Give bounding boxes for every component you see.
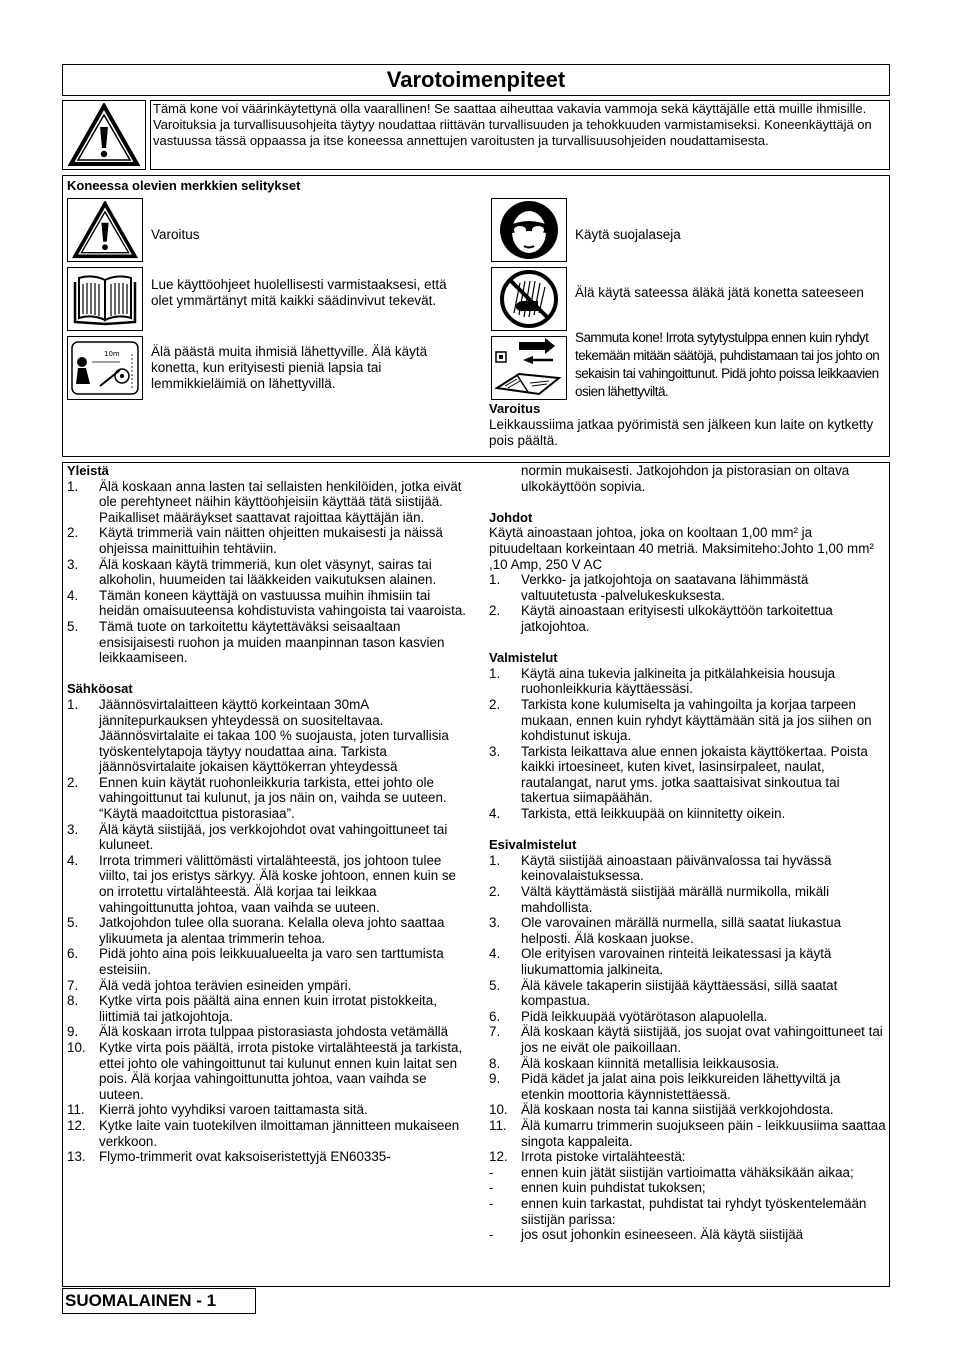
list-item-text: Tarkista leikattava alue ennen jokaista käyttökertaa. Poista kaikki irtoesineet, kuten kivet, lasinsirpaleet, naulat, rautalangat, narut yms. jotka saattaisivat sinkoutua tai takertua siimapäähän. (521, 743, 868, 806)
list-item-text: Älä koskaan kiinnitä metallisia leikkausosia. (521, 1055, 780, 1071)
list-item-number: 5. (67, 915, 79, 931)
symbol-disconnect (491, 336, 567, 400)
list-item-number: 2. (489, 603, 501, 619)
page-title: Varotoimenpiteet (62, 64, 890, 96)
symbol-rain (491, 267, 567, 331)
list-item-number: 3. (489, 915, 501, 931)
list-item (489, 1165, 887, 1181)
list-item (489, 666, 887, 697)
list-item-number: 4. (67, 587, 79, 603)
list-item-number: 9. (67, 1024, 79, 1040)
list-item (489, 1056, 887, 1072)
list-item (67, 557, 467, 588)
open-book-icon (72, 272, 138, 326)
list-item (489, 572, 887, 603)
list-item-number: 4. (489, 946, 501, 962)
list-item-text: Jäännösvirtalaitteen käyttö korkeintaan 30mA jännitepurkauksen yhteydessä on suositeltavaa. Jäännösvirtalaite ei takaa 100 % suojausta, joten turvallisia työskentelytapoja täytyy noudattaa aina. Tarkista jäännösvirtalaite jokaisen käyttökerran yhteydessä (99, 696, 449, 775)
list-item (67, 915, 467, 946)
list-item (67, 697, 467, 775)
list-item-text: Kytke virta pois päältä aina ennen kuin irrotat pistokkeita, liittimiä tai jatkojohtoja. (99, 993, 437, 1024)
right-column (489, 463, 887, 1243)
list-item-number: 5. (489, 977, 501, 993)
general-heading: Yleistä (67, 463, 109, 478)
intro-text: Tämä kone voi väärinkäytettynä olla vaarallinen! Se saattaa aiheuttaa vakavia vammoja sekä käyttäjälle että muille ihmisille. Varoituksia ja turvallisuusohjeita täytyy noudattaa riittävän turvallisuuden ja tehokkuuden varmistamiseksi. Koneenkäyttäjä on vastuussa tässä oppaassa ja itse koneessa annettujen varoitusten ja turvallisuusohjeiden noudattamisesta. (150, 100, 890, 170)
list-item-text: Pidä leikkuupää vyötärötason alapuolella. (521, 1008, 768, 1024)
list-item-text: ennen kuin tarkastat, puhdistat tai ryhdyt työskentelemään siistijän parissa: (521, 1195, 867, 1227)
symbol-manual-text: Lue käyttöohjeet huolellisesti varmistaaksesi, että olet ymmärtänyt mitä kaikki säädinvivut tekevät. (151, 277, 447, 308)
list-item-number: - (489, 1180, 494, 1196)
symbol-bystanders-text: Älä päästä muita ihmisiä lähettyville. Älä käytä konetta, kun erityisesti pieniä lapsia tai lemmikkieläimiä on lähettyvillä. (151, 344, 428, 391)
list-item (67, 978, 467, 994)
list-item-text: Ennen kuin käytät ruohonleikkuria tarkista, ettei johto ole vahingoittunut tai kulunut, ja jos näin on, vaihda se uuteen. “Käytä maadoitcttua pistorasiaa”. (99, 774, 447, 822)
pre-list (489, 853, 887, 1243)
list-item-number: 2. (489, 696, 501, 712)
list-item (67, 479, 467, 526)
list-item-number: 4. (489, 806, 501, 822)
list-item-number: 7. (489, 1024, 501, 1040)
list-item-number: - (489, 1195, 494, 1211)
list-item (67, 1118, 467, 1149)
list-item (67, 1102, 467, 1118)
list-item-number: 10. (489, 1102, 508, 1118)
list-item-number: 2. (67, 525, 79, 541)
list-item-text: Älä kävele takaperin siistijää käyttäessäsi, sillä saatat kompastua. (521, 977, 838, 1009)
list-item-text: Käytä trimmeriä vain näitten ohjeitten mukaisesti ja näissä ohjeissa mainittuihin tehtäviin. (99, 525, 443, 556)
list-item-text: Kytke laite vain tuotekilven ilmoittaman jännitteen mukaiseen verkkoon. (99, 1117, 460, 1149)
list-item (489, 806, 887, 822)
list-item (489, 946, 887, 977)
list-item-text: Irrota pistoke virtalähteestä: (521, 1149, 686, 1165)
pre-heading: Esivalmistelut (489, 837, 577, 853)
preparation-list (489, 666, 887, 822)
list-item-number: 11. (67, 1102, 85, 1118)
list-item (67, 993, 467, 1024)
list-item-number: 1. (489, 852, 501, 868)
list-item-text: Kytke virta pois päältä, irrota pistoke virtalähteestä ja tarkista, ettei johto ole vahingoittunut tai kulunut ennen kuin laitat sen pois. Älä korjaa vahingoittunutta johtoa, vaan vaihda se uuteen. (99, 1039, 463, 1102)
list-item (489, 1227, 887, 1243)
list-item (489, 978, 887, 1009)
list-item (67, 619, 467, 666)
list-item (67, 1040, 467, 1102)
list-item (489, 915, 887, 946)
list-item (489, 1118, 887, 1149)
list-item (489, 884, 887, 915)
list-item-number: 12. (67, 1117, 86, 1133)
list-item-number: 1. (489, 572, 501, 588)
continuation-text: normin mukaisesti. Jatkojohdon ja pistorasian on oltava ulkokäyttöön sopivia. (521, 463, 850, 494)
list-item-number: 10. (67, 1039, 86, 1055)
list-item-text: Älä käytä siistijää, jos verkkojohdot ovat vahingoittuneet tai kuluneet. (99, 821, 448, 853)
list-item (489, 744, 887, 806)
list-item-text: Käytä aina tukevia jalkineita ja pitkälahkeisia housuja ruohonleikkuria käyttäessäsi. (521, 665, 836, 697)
list-item-number: 8. (67, 993, 79, 1009)
list-item-number: 5. (67, 618, 79, 634)
list-item (67, 946, 467, 977)
electric-list (67, 697, 467, 1165)
list-item-number: 6. (489, 1008, 501, 1024)
list-item-number: 1. (67, 696, 79, 712)
list-item (67, 822, 467, 853)
rotation-warning-heading: Varoitus (489, 401, 541, 416)
list-item-number: 3. (67, 821, 79, 837)
list-item-number: 13. (67, 1149, 86, 1165)
list-item-text: Ole erityisen varovainen rinteitä leikatessasi ja käytä liukumattomia jalkineita. (521, 946, 832, 977)
list-item-number: 9. (489, 1071, 501, 1087)
list-item-text: Älä koskaan irrota tulppaa pistorasiasta johdosta vetämällä (99, 1024, 449, 1040)
cables-intro: Käytä ainoastaan johtoa, joka on kooltaan 1,00 mm² ja pituudeltaan korkeintaan 40 metriä. Maksimiteho:Johto 1,00 mm² ,10 Amp, 250 V AC (489, 525, 874, 572)
list-item-text: ennen kuin puhdistat tukoksen; (521, 1180, 706, 1196)
left-column (67, 463, 467, 1165)
list-item-text: Pidä johto aina pois leikkuualueelta ja varo sen tarttumista esteisiin. (99, 946, 444, 977)
distance-label: 10m (104, 350, 120, 358)
unplug-read-manual-icon (493, 338, 565, 398)
symbol-warning-text: Varoitus (151, 227, 200, 242)
symbol-bystanders (67, 336, 143, 400)
symbols-section (62, 175, 890, 457)
warning-triangle-icon (68, 103, 140, 167)
list-item (489, 697, 887, 744)
list-item (489, 1024, 887, 1055)
list-item-number: 3. (489, 743, 501, 759)
list-item-number: 7. (67, 977, 79, 993)
list-item-text: Älä koskaan nosta tai kanna siistijää verkkojohdosta. (521, 1102, 834, 1118)
list-item-number: - (489, 1164, 494, 1180)
list-item-text: Käytä ainoastaan erityisesti ulkokäyttöön tarkoitettua jatkojohtoa. (521, 603, 833, 634)
no-rain-icon (498, 269, 560, 329)
list-item (67, 775, 467, 822)
list-item-number: 1. (489, 665, 501, 681)
list-item (67, 1024, 467, 1040)
list-item (67, 588, 467, 619)
list-item-text: Ole varovainen märällä nurmella, sillä saatat liukastua helposti. Älä koskaan juokse. (521, 915, 842, 946)
cables-heading: Johdot (489, 509, 533, 525)
list-item (489, 853, 887, 884)
list-item-number: 3. (67, 556, 79, 572)
list-item-text: Vältä käyttämästä siistijää märällä nurmikolla, mikäli mahdollista. (521, 884, 830, 915)
list-item (489, 1196, 887, 1227)
symbol-goggles-text: Käytä suojalaseja (575, 227, 681, 242)
intro-warning-icon-box (62, 100, 146, 170)
list-item-number: 1. (67, 478, 79, 494)
page-footer: SUOMALAINEN - 1 (62, 1288, 256, 1314)
preparation-heading: Valmistelut (489, 650, 558, 666)
symbol-manual (67, 267, 143, 331)
list-item-text: ennen kuin jätät siistijän vartioimatta vähäksikään aikaa; (521, 1164, 854, 1180)
list-item-number: 6. (67, 946, 79, 962)
general-list (67, 479, 467, 666)
symbol-warning (67, 198, 143, 262)
safety-goggles-icon (498, 200, 560, 260)
list-item-text: Kierrä johto vyyhdiksi varoen taittamasta sitä. (99, 1102, 368, 1118)
list-item-text: Käytä siistijää ainoastaan päivänvalossa tai hyvässä keinovalaistuksessa. (521, 852, 832, 884)
symbol-rain-text: Älä käytä sateessa äläkä jätä konetta sateeseen (575, 285, 864, 300)
list-item-text: Pidä kädet ja jalat aina pois leikkureiden lähettyviltä ja etenkin moottoria käynnistettäessä. (521, 1071, 841, 1102)
list-item (67, 853, 467, 915)
list-item-text: Verkko- ja jatkojohtoja on saatavana lähimmästä valtuutetusta -palvelukeskuksesta. (521, 572, 809, 603)
list-item-text: Tämä tuote on tarkoitettu käytettäväksi seisaaltaan ensisijaisesti ruohon ja muiden maanpinnan tason kasvien leikkaamiseen. (99, 618, 445, 666)
symbols-heading: Koneessa olevien merkkien selitykset (67, 178, 301, 193)
keep-bystanders-away-icon (70, 340, 140, 396)
list-item-number: 2. (67, 774, 79, 790)
list-item-text: Tarkista, että leikkuupää on kiinnitetty oikein. (521, 806, 786, 822)
list-item (67, 1149, 467, 1165)
list-item-text: Flymo-trimmerit ovat kaksoiseristettyjä EN60335- (99, 1149, 391, 1165)
list-item (489, 1071, 887, 1102)
list-item (489, 1009, 887, 1025)
electric-heading: Sähköosat (67, 681, 133, 697)
list-item (67, 525, 467, 556)
rotation-warning-text: Leikkaussiima jatkaa pyörimistä sen jälkeen kun laite on kytketty pois päältä. (489, 417, 874, 448)
list-item-number: - (489, 1227, 494, 1243)
list-item-text: Tämän koneen käyttäjä on vastuussa muihin ihmisiin tai heidän omaisuuteensa kohdistuvista vahingoista tai vaaroista. (99, 587, 466, 619)
list-item-number: 12. (489, 1149, 508, 1165)
list-item-text: Älä koskaan käytä trimmeriä, kun olet väsynyt, sairas tai alkoholin, huumeiden tai lääkkeiden vaikutuksen alainen. (99, 556, 437, 588)
list-item-text: Älä koskaan käytä siistijää, jos suojat ovat vahingoittuneet tai jos ne eivät ole paikoillaan. (521, 1024, 883, 1055)
instructions-section (62, 462, 890, 1287)
symbol-goggles (491, 198, 567, 262)
list-item-number: 4. (67, 852, 79, 868)
list-item-text: Älä kumarru trimmerin suojukseen päin - leikkuusiima saattaa singota kappaleita. (521, 1117, 886, 1149)
list-item-text: Älä koskaan anna lasten tai sellaisten henkilöiden, jotka eivät ole perehtyneet näihin käyttöohjeisiin käyttää tätä siistijää. Paikalliset määräykset saattavat rajoittaa käyttäjän iän. (99, 478, 462, 525)
list-item (489, 1180, 887, 1196)
list-item-text: Älä vedä johtoa terävien esineiden ympäri. (99, 977, 352, 993)
list-item-number: 11. (489, 1117, 507, 1133)
warning-triangle-icon (71, 201, 139, 259)
list-item-text: jos osut johonkin esineeseen. Älä käytä siistijää (521, 1227, 804, 1243)
list-item (489, 1102, 887, 1118)
list-item (489, 1149, 887, 1165)
symbol-disconnect-text: Sammuta kone! Irrota sytytystulppa ennen kuin ryhdyt tekemään mitään säätöjä, puhdistamaan tai jos johto on sekaisin tai vahingoittunut. Pidä johto poissa leikkaavien osien lähettyviltä. (575, 330, 880, 399)
list-item-text: Irrota trimmeri välittömästi virtalähteestä, jos johtoon tulee viilto, tai jos eristys särkyy. Älä koske johtoon, ennen kuin se on irrotettu virtalähteestä. Älä korjaa tai leikkaa vahingoittunutta johtoa, vaan vaihda se uuteen. (99, 852, 457, 915)
list-item (489, 603, 887, 634)
list-item-number: 8. (489, 1055, 501, 1071)
list-item-text: Tarkista kone kulumiselta ja vahingoilta ja korjaa tarpeen mukaan, ennen kuin ryhdyt käyttämään sitä ja jos siihen on kohdistunut iskuja. (521, 696, 872, 744)
list-item-text: Jatkojohdon tulee olla suorana. Kelalla oleva johto saattaa ylikuumeta ja alentaa trimmerin tehoa. (99, 915, 445, 946)
list-item-number: 2. (489, 884, 501, 900)
cables-list (489, 572, 887, 634)
